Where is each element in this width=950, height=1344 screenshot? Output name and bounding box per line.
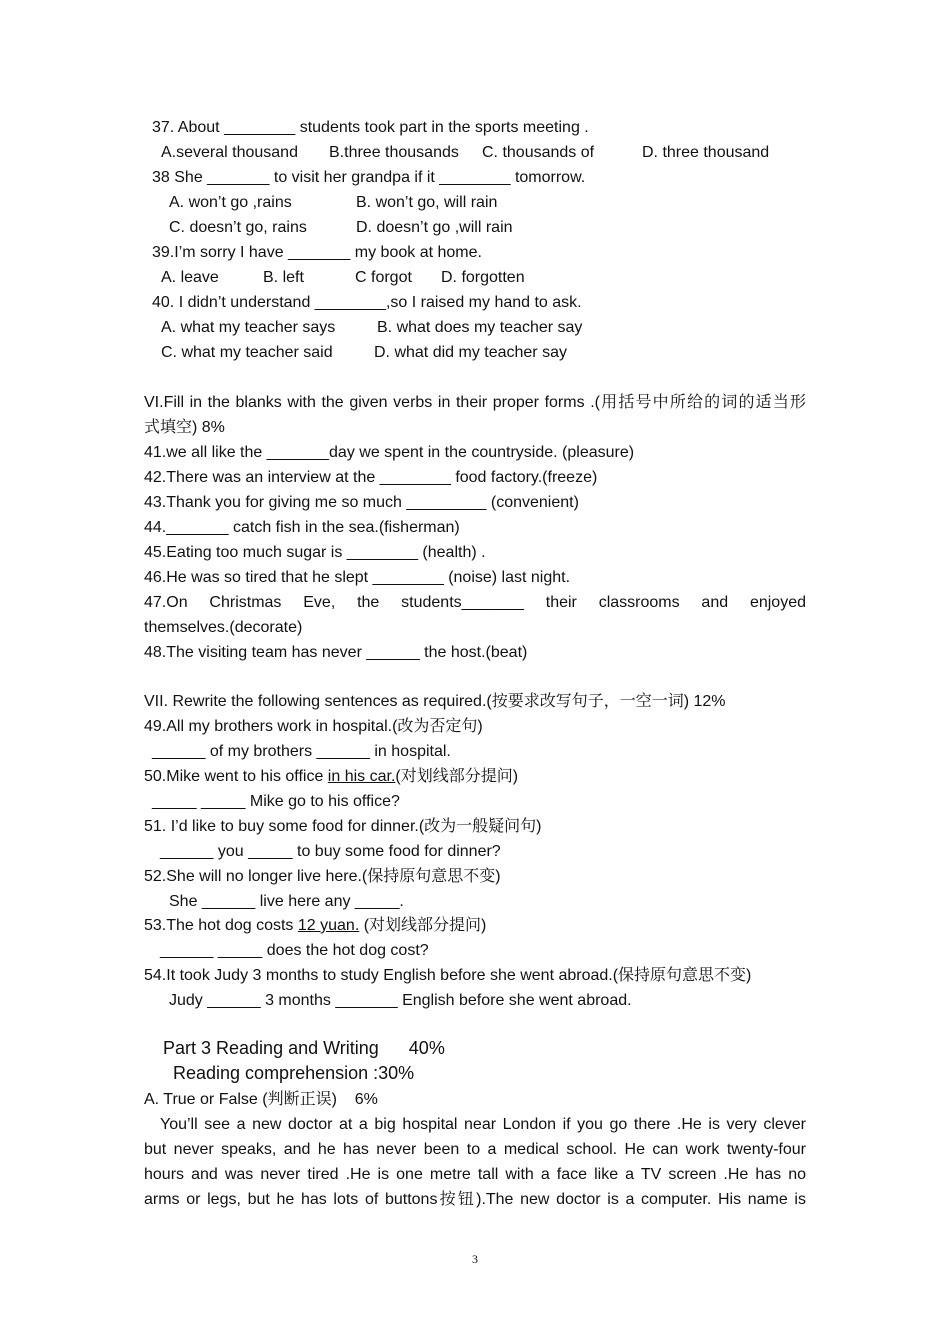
part-3-title: Part 3 Reading and Writing 40%	[163, 1038, 445, 1058]
q37-option-c: C. thousands of	[482, 144, 595, 161]
section-6-heading: VI.Fill in the blanks with the given verbs in their proper forms .(用括号中所给的词的适当形	[144, 394, 806, 411]
q50	[144, 767, 518, 787]
passage-line-1: You’ll see a new doctor at a big hospital near London if you go there .He is very clever	[160, 1116, 806, 1133]
q39-option-b: B. left	[263, 269, 304, 286]
q38-option-a: A. won’t go ,rains	[169, 194, 292, 211]
q53-text: 53.The hot dog costs	[144, 917, 298, 934]
q44: 44._______ catch fish in the sea.(fisherman)	[144, 519, 460, 536]
q40-option-d: D. what did my teacher say	[374, 344, 567, 361]
q48: 48.The visiting team has never ______ the host.(beat)	[144, 644, 528, 661]
q37-stem: 37. About ________ students took part in the sports meeting .	[152, 119, 589, 136]
q38-option-d: D. doesn’t go ,will rain	[356, 219, 513, 236]
q39-option-c: C forgot	[355, 269, 412, 286]
q50-answer-line: _____ _____ Mike go to his office?	[152, 793, 400, 810]
q49: 49.All my brothers work in hospital.(改为否定句)	[144, 718, 483, 735]
q37-option-d: D. three thousand	[642, 144, 770, 161]
q40-stem: 40. I didn’t understand ________,so I raised my hand to ask.	[152, 294, 582, 311]
passage-line-4: arms or legs, but he has lots of buttons按钮).The new doctor is a computer. His name is	[144, 1191, 806, 1208]
q50-instruction: (对划线部分提问)	[395, 768, 519, 785]
q43: 43.Thank you for giving me so much _________ (convenient)	[144, 494, 579, 511]
q46: 46.He was so tired that he slept ________ (noise) last night.	[144, 569, 571, 586]
q47-cont: themselves.(decorate)	[144, 619, 303, 636]
q42: 42.There was an interview at the ________ food factory.(freeze)	[144, 469, 598, 486]
q39-option-d: D. forgotten	[441, 269, 525, 286]
q45: 45.Eating too much sugar is ________ (health) .	[144, 544, 486, 561]
section-a-heading: A. True or False (判断正误) 6%	[144, 1091, 378, 1108]
q38-stem: 38 She _______ to visit her grandpa if it ________ tomorrow.	[152, 169, 586, 186]
q38-option-c: C. doesn’t go, rains	[169, 219, 307, 236]
q50-underlined: in his car.	[327, 768, 396, 785]
q54: 54.It took Judy 3 months to study English before she went abroad.(保持原句意思不变)	[144, 967, 752, 984]
q37-option-b: B.three thousands	[329, 144, 459, 161]
q39-option-a: A. leave	[161, 269, 219, 286]
q40-option-b: B. what does my teacher say	[377, 319, 583, 336]
q53-underlined: 12 yuan.	[297, 917, 360, 934]
q51-answer-line: ______ you _____ to buy some food for dinner?	[160, 843, 501, 860]
q52: 52.She will no longer live here.(保持原句意思不变)	[144, 868, 501, 885]
passage-line-3: hours and was never tired .He is one metre tall with a face like a TV screen .He has no	[144, 1166, 806, 1183]
q53-answer-line: ______ _____ does the hot dog cost?	[160, 942, 429, 959]
q54-answer-line: Judy ______ 3 months _______ English before she went abroad.	[169, 992, 632, 1009]
q38-option-b: B. won’t go, will rain	[356, 194, 498, 211]
q40-option-a: A. what my teacher says	[161, 319, 336, 336]
q51: 51. I’d like to buy some food for dinner.(改为一般疑问句)	[144, 818, 542, 835]
passage-line-2: but never speaks, and he has never been to a medical school. He can work twenty-four	[144, 1141, 806, 1158]
page-number: 3	[472, 1252, 478, 1266]
q40-option-c: C. what my teacher said	[161, 344, 333, 361]
section-7-heading: VII. Rewrite the following sentences as required.(按要求改写句子，一空一词) 12%	[144, 693, 726, 710]
q39-stem: 39.I’m sorry I have _______ my book at home.	[152, 244, 482, 261]
q50-text: 50.Mike went to his office	[144, 768, 328, 785]
q41: 41.we all like the _______day we spent in the countryside. (pleasure)	[144, 444, 635, 461]
reading-comprehension-title: Reading comprehension :30%	[173, 1063, 415, 1083]
q47: 47.On Christmas Eve, the students_______ their classrooms and enjoyed	[144, 594, 806, 611]
q49-answer-line: ______ of my brothers ______ in hospital.	[152, 743, 451, 760]
section-6-heading-cont: 式填空) 8%	[144, 419, 225, 436]
q53-instruction: (对划线部分提问)	[359, 917, 487, 934]
q52-answer-line: She ______ live here any _____.	[169, 893, 404, 910]
q53	[144, 916, 486, 936]
q37-option-a: A.several thousand	[161, 144, 298, 161]
